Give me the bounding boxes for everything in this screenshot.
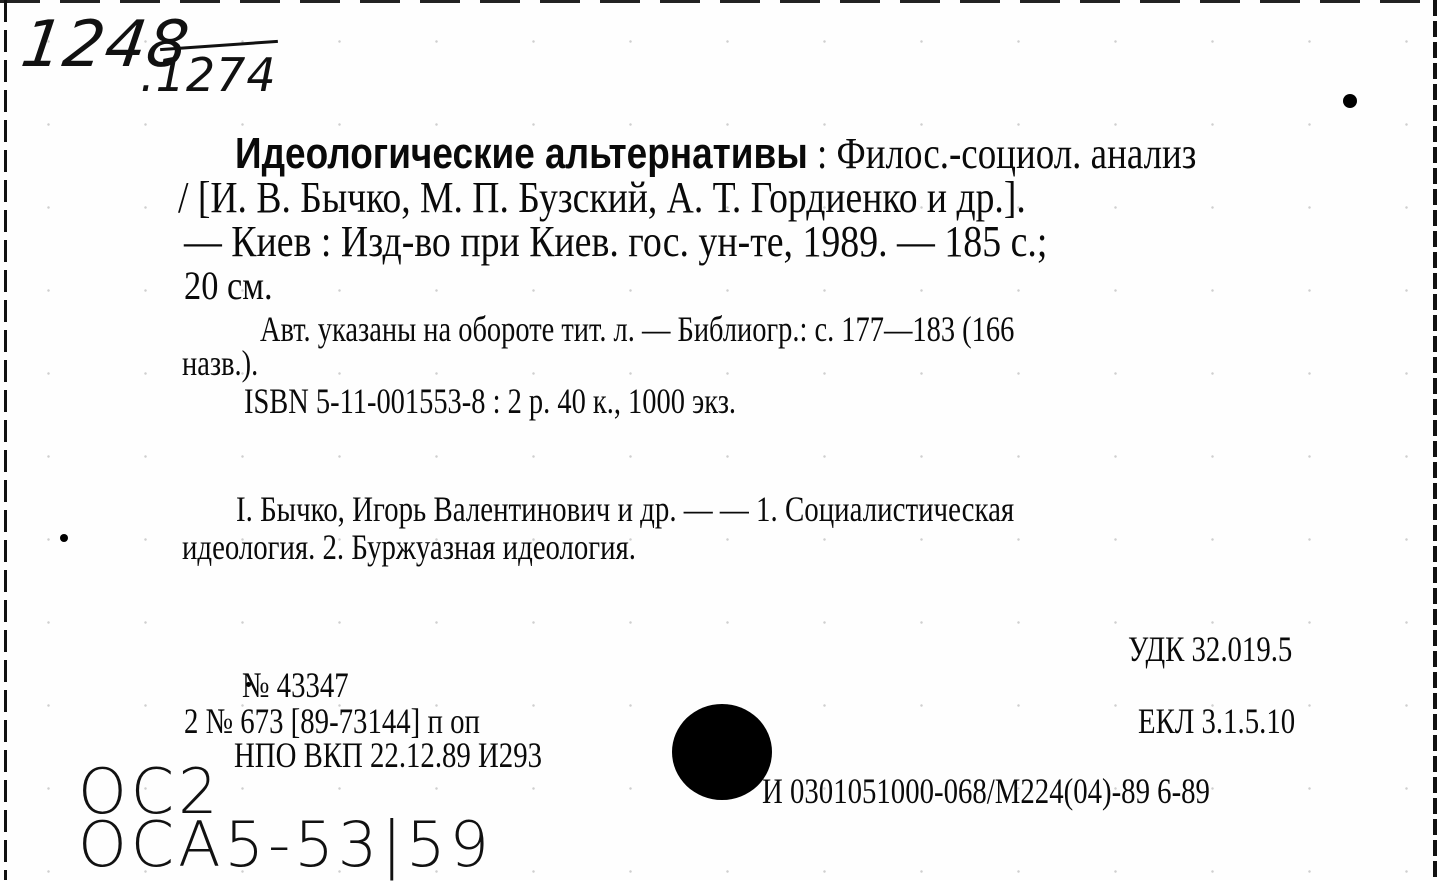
- card-number: № 43347: [242, 665, 349, 705]
- note-isbn: ISBN 5-11-001553-8 : 2 р. 40 к., 1000 экз.: [244, 381, 737, 421]
- entry-title: Идеологические альтернативы: [235, 129, 808, 178]
- handwritten-shelf-mark-2: ОСА5-53|59: [78, 808, 493, 881]
- handwritten-shelf-mark-1: ОС2: [78, 755, 222, 828]
- card-right-edge: [1433, 0, 1437, 880]
- publisher-index-code: И 0301051000-068/М224(04)-89 6-89: [762, 771, 1210, 811]
- handwritten-call-number: 1248: [16, 8, 195, 82]
- handwritten-call-denominator: .1274: [140, 48, 277, 102]
- card-top-edge: [0, 0, 1440, 3]
- tracing-line-2: идеология. 2. Буржуазная идеология.: [182, 527, 636, 567]
- order-number: 2 № 673 [89-73144] п оп: [184, 701, 480, 741]
- ink-dot: [60, 534, 68, 542]
- ekl-code: ЕКЛ 3.1.5.10: [1138, 701, 1296, 741]
- npo-imprint: НПО ВКП 22.12.89 И293: [234, 735, 543, 775]
- entry-imprint-line: — Киев : Изд-во при Киев. гос. ун-те, 1989. — 185 с.;: [184, 217, 1048, 266]
- note-bibliography-continued: назв.).: [182, 343, 259, 383]
- ink-dot: [1343, 94, 1357, 108]
- card-left-edge: [4, 0, 7, 880]
- entry-authors-line: / [И. В. Бычко, М. П. Бузский, А. Т. Гордиенко и др.].: [178, 173, 1026, 222]
- entry-size-line: 20 см.: [184, 263, 273, 308]
- note-authors-bibliography: Авт. указаны на обороте тит. л. — Библиогр.: с. 177—183 (166: [260, 309, 1015, 349]
- udk-code: УДК 32.019.5: [1128, 629, 1293, 669]
- tracing-line-1: I. Бычко, Игорь Валентинович и др. — — 1. Социалистическая: [236, 489, 1015, 529]
- entry-subtitle: : Филос.-социол. анализ: [807, 129, 1197, 178]
- card-punch-hole: [672, 704, 772, 800]
